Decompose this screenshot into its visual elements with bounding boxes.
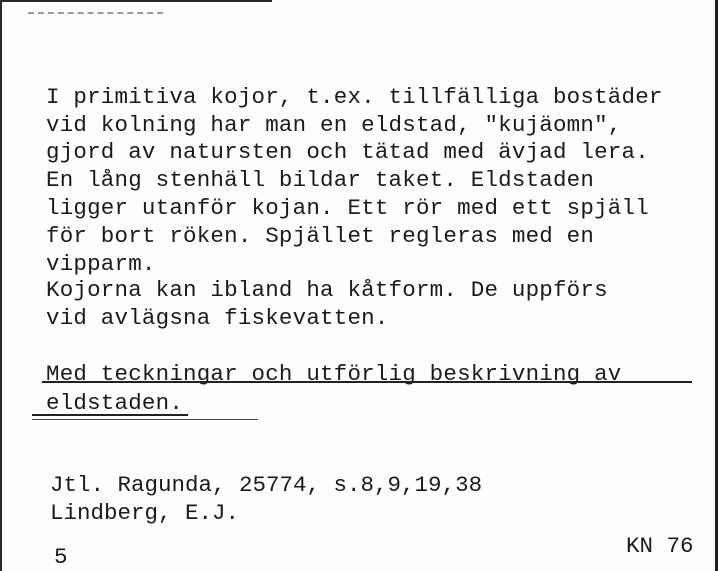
author-name: Lindberg, E.J. [50, 500, 240, 526]
body-line: vid kolning har man en eldstad, "kujäomn", [46, 112, 622, 138]
card-left-edge [0, 0, 2, 571]
note-underline-short [32, 414, 188, 416]
card-code: KN 76 [626, 533, 694, 559]
source-reference: Jtl. Ragunda, 25774, s.8,9,19,38 [50, 472, 483, 498]
note-underline-trail [32, 419, 258, 420]
card-top-edge [0, 0, 272, 2]
note-underline [42, 381, 692, 383]
body-line: En lång stenhäll bildar taket. Eldstaden [46, 167, 595, 193]
body-line: gjord av natursten och tätad med ävjad lera. [46, 139, 649, 165]
body-line: ligger utanför kojan. Ett rör med ett spjäll [46, 195, 649, 221]
body-line: Kojorna kan ibland ha kåtform. De uppförs [46, 277, 608, 303]
body-line: I primitiva kojor, t.ex. tillfälliga bostäder [46, 84, 663, 110]
page-number: 5 [54, 544, 68, 570]
body-line: för bort röken. Spjället regleras med en [46, 223, 595, 249]
top-dashed-mark [28, 12, 163, 14]
note-line: Med teckningar och utförlig beskrivning av [46, 361, 622, 387]
body-line: vipparm. [46, 251, 156, 277]
body-line: vid avlägsna fiskevatten. [46, 305, 389, 331]
note-line: eldstaden. [46, 390, 184, 416]
